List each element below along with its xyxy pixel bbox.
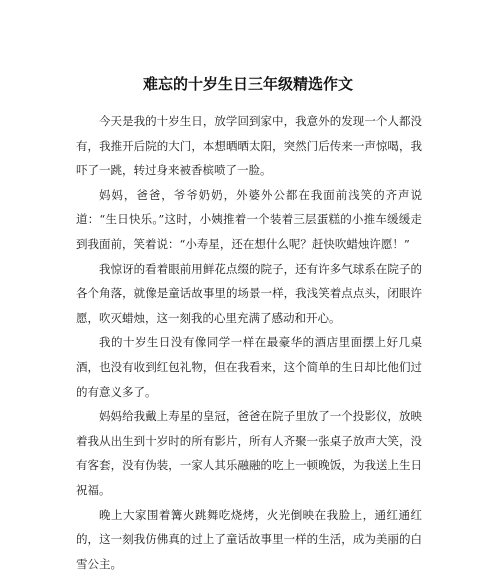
document-title: 难忘的十岁生日三年级精选作文: [0, 74, 496, 94]
paragraph: 我的十岁生日没有像同学一样在最豪华的酒店里面摆上好几桌酒，也没有收到红包礼物，但在我看来，这个简单的生日却比他们过的有意义多了。: [76, 330, 422, 404]
paragraph: 今天是我的十岁生日，放学回到家中，我意外的发现一个人都没有，我推开后院的大门，本想晒晒太阳，突然门后传来一声惊喝，我吓了一跳，转过身来被香槟喷了一脸。: [76, 109, 422, 183]
document-body: [76, 109, 422, 576]
paragraph: 晚上大家围着篝火跳舞吃烧烤，火光倒映在我脸上，通红通红的，这一刻我仿佛真的过上了童话故事里一样的生活，成为美丽的白雪公主。: [76, 503, 422, 576]
paragraph: 妈妈，爸爸，爷爷奶奶，外婆外公都在我面前浅笑的齐声说道：“生日快乐。”这时，小姨推着一个装着三层蛋糕的小推车缓缓走到我面前，笑着说：“小寿星，还在想什么呢？赶快吹蜡烛许愿！”: [76, 183, 422, 257]
paragraph: 我惊讶的看着眼前用鲜花点缀的院子，还有许多气球系在院子的各个角落，就像是童话故事里的场景一样，我浅笑着点点头，闭眼许愿，吹灭蜡烛，这一刻我的心里充满了感动和开心。: [76, 257, 422, 331]
paragraph: 妈妈给我戴上寿星的皇冠，爸爸在院子里放了一个投影仪，放映着我从出生到十岁时的所有影片，所有人齐聚一张桌子放声大笑，没有客套，没有伪装，一家人其乐融融的吃上一顿晚饭，为我送上生日祝福。: [76, 404, 422, 502]
